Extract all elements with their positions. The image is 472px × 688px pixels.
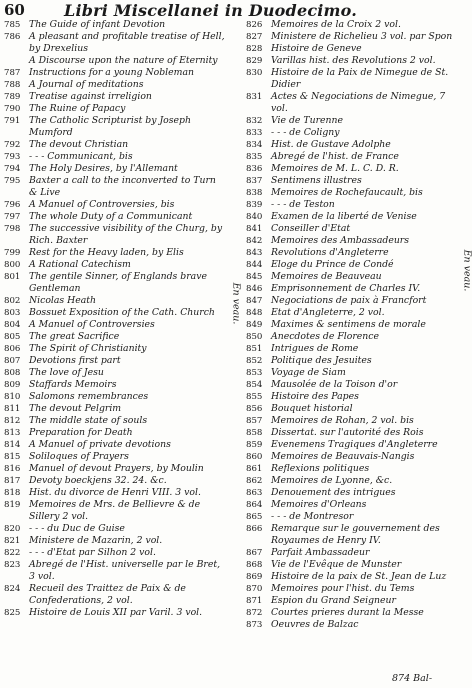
entry-number: 835 bbox=[246, 152, 263, 162]
catalog-entry bbox=[4, 403, 226, 415]
entry-number: 866 bbox=[246, 524, 263, 534]
entry-number: 795 bbox=[4, 176, 21, 186]
entry-title: Sentimens illustres bbox=[271, 175, 362, 186]
entry-title: A Manuel of private devotions bbox=[29, 439, 171, 450]
entry-title: Histoire des Papes bbox=[271, 391, 359, 402]
catalog-entry bbox=[246, 427, 454, 439]
entry-title: Ministere de Mazarin, 2 vol. bbox=[29, 535, 163, 546]
entry-number: 809 bbox=[4, 380, 21, 390]
catalog-entry bbox=[246, 67, 454, 91]
entry-title: Manuel of devout Prayers, by Moulin bbox=[29, 463, 204, 474]
catalog-entry bbox=[246, 223, 454, 235]
catalog-entry bbox=[246, 391, 454, 403]
entry-title: Memoires de la Croix 2 vol. bbox=[271, 19, 401, 30]
entry-number: 834 bbox=[246, 140, 263, 150]
catalog-entry bbox=[4, 583, 226, 607]
entry-title: Denouement des intrigues bbox=[271, 487, 396, 498]
entry-title: Rest for the Heavy laden, by Elis bbox=[29, 247, 184, 258]
entry-title: The whole Duty of a Communicant bbox=[29, 211, 193, 222]
catalog-entry bbox=[246, 331, 454, 343]
entry-title: Revolutions d'Angleterre bbox=[271, 247, 389, 258]
entry-number: 799 bbox=[4, 248, 21, 258]
entry-number: 790 bbox=[4, 104, 21, 114]
entry-number: 788 bbox=[4, 80, 21, 90]
entry-number: 796 bbox=[4, 200, 21, 210]
entry-number: 817 bbox=[4, 476, 21, 486]
entry-title: Histoire de Geneve bbox=[271, 43, 362, 54]
entry-title: Memoires pour l'hist. du Tems bbox=[271, 583, 415, 594]
catalog-entry bbox=[4, 223, 226, 247]
entry-title: Reflexions politiques bbox=[271, 463, 370, 474]
entry-number: 842 bbox=[246, 236, 263, 246]
entry-number: 791 bbox=[4, 116, 21, 126]
entry-title: - - - Communicant, bis bbox=[29, 151, 133, 162]
catalog-entry bbox=[246, 235, 454, 247]
entry-number: 787 bbox=[4, 68, 21, 78]
entry-title: The successive visibility of the Churg, by Rich. Baxter bbox=[29, 223, 223, 246]
entry-title: The middle state of souls bbox=[29, 415, 148, 426]
catalog-entry bbox=[246, 199, 454, 211]
catalog-entry bbox=[4, 547, 226, 559]
entry-number: 824 bbox=[4, 584, 21, 594]
entry-title: Ministere de Richelieu 3 vol. par Spon bbox=[271, 31, 453, 42]
entry-title: Memoires de Mrs. de Bellievre & de Sillery 2 vol. bbox=[29, 499, 201, 522]
entry-title: Instructions for a young Nobleman bbox=[29, 67, 194, 78]
catalog-entry bbox=[246, 379, 454, 391]
entry-number: 856 bbox=[246, 404, 263, 414]
catalog-entry bbox=[246, 187, 454, 199]
entry-title: The Spirit of Christianity bbox=[29, 343, 147, 354]
entry-title: Abregé de l'Hist. universelle par le Bret, 3 vol. bbox=[29, 559, 221, 582]
entry-number: 873 bbox=[246, 620, 263, 630]
entry-number: 864 bbox=[246, 500, 263, 510]
entry-number: 838 bbox=[246, 188, 263, 198]
catalog-entry bbox=[4, 67, 226, 79]
entry-number: 802 bbox=[4, 296, 21, 306]
entry-number: 812 bbox=[4, 416, 21, 426]
catalog-entry bbox=[246, 451, 454, 463]
entry-number: 818 bbox=[4, 488, 21, 498]
entry-title: - - - de Coligny bbox=[271, 127, 340, 138]
entry-title: A Rational Catechism bbox=[29, 259, 131, 270]
entry-number: 816 bbox=[4, 464, 21, 474]
entry-title: Evenemens Tragiques d'Angleterre bbox=[271, 439, 438, 450]
catalog-entry bbox=[4, 259, 226, 271]
catalog-entry bbox=[246, 523, 454, 547]
entry-number: 851 bbox=[246, 344, 263, 354]
catalog-entry bbox=[246, 307, 454, 319]
entry-title: Eloge du Prince de Condé bbox=[271, 259, 394, 270]
entry-number: 859 bbox=[246, 440, 263, 450]
catalog-entry bbox=[246, 175, 454, 187]
entry-number: 862 bbox=[246, 476, 263, 486]
entry-title: Maximes & sentimens de morale bbox=[271, 319, 426, 330]
entry-title: A Manuel of Controversies bbox=[29, 319, 155, 330]
entry-number: 813 bbox=[4, 428, 21, 438]
entry-title: Voyage de Siam bbox=[271, 367, 346, 378]
entry-number: 821 bbox=[4, 536, 21, 546]
entry-number: 854 bbox=[246, 380, 263, 390]
entry-title: Conseiller d'Etat bbox=[271, 223, 351, 234]
catalog-entry bbox=[4, 115, 226, 139]
catalog-entry bbox=[246, 247, 454, 259]
catalog-entry bbox=[246, 283, 454, 295]
catalog-entry bbox=[246, 487, 454, 499]
catalog-entry bbox=[4, 559, 226, 583]
entry-number: 863 bbox=[246, 488, 263, 498]
right-column bbox=[246, 19, 454, 631]
catalog-entry bbox=[4, 139, 226, 151]
entry-title: Examen de la liberté de Venise bbox=[271, 211, 417, 222]
entry-number: 786 bbox=[4, 32, 21, 42]
catalog-entry bbox=[246, 595, 454, 607]
catalog-entry bbox=[4, 31, 226, 55]
entry-number: 844 bbox=[246, 260, 263, 270]
entry-number: 839 bbox=[246, 200, 263, 210]
entry-number: 843 bbox=[246, 248, 263, 258]
catalog-entry bbox=[246, 271, 454, 283]
catalog-entry bbox=[246, 115, 454, 127]
entry-title: Oeuvres de Balzac bbox=[271, 619, 359, 630]
entry-number: 867 bbox=[246, 548, 263, 558]
entry-title: Recueil des Traittez de Paix & de Confederations, 2 vol. bbox=[29, 583, 186, 606]
entry-title: Varillas hist. des Revolutions 2 vol. bbox=[271, 55, 436, 66]
catalog-entry bbox=[246, 571, 454, 583]
entry-number: 822 bbox=[4, 548, 21, 558]
catalog-entry bbox=[246, 607, 454, 619]
catalog-entry bbox=[4, 211, 226, 223]
catalog-entry bbox=[246, 151, 454, 163]
page-header bbox=[4, 1, 466, 21]
entry-title: Salomons remembrances bbox=[29, 391, 149, 402]
entry-number: 840 bbox=[246, 212, 263, 222]
catalog-entry bbox=[4, 319, 226, 331]
catalog-entry bbox=[246, 19, 454, 31]
entry-number: 833 bbox=[246, 128, 263, 138]
left-column bbox=[4, 19, 226, 619]
entry-number: 847 bbox=[246, 296, 263, 306]
catalog-entry bbox=[246, 55, 454, 67]
catalog-entry bbox=[246, 475, 454, 487]
side-label-right: En veau. bbox=[461, 249, 472, 292]
entry-number: 820 bbox=[4, 524, 21, 534]
entry-title: Bouquet historial bbox=[271, 403, 353, 414]
entry-number: 800 bbox=[4, 260, 21, 270]
catalog-entry bbox=[4, 19, 226, 31]
entry-title: - - - de Teston bbox=[271, 199, 335, 210]
entry-number: 808 bbox=[4, 368, 21, 378]
entry-title: Emprisonnement de Charles IV. bbox=[271, 283, 421, 294]
catalog-entry bbox=[246, 91, 454, 115]
entry-title: The Holy Desires, by l'Allemant bbox=[29, 163, 178, 174]
catalog-entry bbox=[246, 139, 454, 151]
entry-title: The devout Christian bbox=[29, 139, 129, 150]
catalog-entry bbox=[246, 511, 454, 523]
catalog-entry bbox=[4, 247, 226, 259]
entry-title: Memoires de Rohan, 2 vol. bis bbox=[271, 415, 414, 426]
catalog-entry bbox=[246, 163, 454, 175]
entry-title: Baxter a call to the inconverted to Turn & Live bbox=[29, 175, 216, 198]
catalog-entry bbox=[246, 499, 454, 511]
entry-title: Anecdotes de Florence bbox=[271, 331, 379, 342]
entry-title: The Catholic Scripturist by Joseph Mumford bbox=[29, 115, 191, 138]
entry-number: 825 bbox=[4, 608, 21, 618]
entry-title: Memoires de Rochefaucault, bis bbox=[271, 187, 423, 198]
catalog-entry bbox=[4, 367, 226, 379]
entry-title: Histoire de la Paix de Nimegue de St. Didier bbox=[271, 67, 449, 90]
entry-number: 797 bbox=[4, 212, 21, 222]
catalog-entry bbox=[4, 523, 226, 535]
catalog-entry bbox=[4, 79, 226, 91]
catalog-entry bbox=[4, 427, 226, 439]
entry-number: 857 bbox=[246, 416, 263, 426]
catalog-entry bbox=[4, 379, 226, 391]
entry-title: Dissertat. sur l'autorité des Rois bbox=[271, 427, 424, 438]
entry-title: Devoty boeckjens 32. 24. &c. bbox=[29, 475, 167, 486]
catalog-entry bbox=[4, 55, 226, 67]
entry-number: 832 bbox=[246, 116, 263, 126]
entry-number: 798 bbox=[4, 224, 21, 234]
entry-number: 801 bbox=[4, 272, 21, 282]
entry-number: 853 bbox=[246, 368, 263, 378]
entry-number: 845 bbox=[246, 272, 263, 282]
entry-number: 828 bbox=[246, 44, 263, 54]
entry-number: 792 bbox=[4, 140, 21, 150]
catalog-entry bbox=[246, 211, 454, 223]
entry-number: 855 bbox=[246, 392, 263, 402]
entry-number: 868 bbox=[246, 560, 263, 570]
entry-title: Remarque sur le gouvernement des Royaumes de Henry IV. bbox=[271, 523, 440, 546]
entry-number: 806 bbox=[4, 344, 21, 354]
entry-title: Vie de l'Evêque de Munster bbox=[271, 559, 402, 570]
catalog-entry bbox=[4, 355, 226, 367]
entry-number: 850 bbox=[246, 332, 263, 342]
catalog-entry bbox=[4, 451, 226, 463]
page-number: 60 bbox=[4, 1, 25, 19]
entry-number: 848 bbox=[246, 308, 263, 318]
catalog-entry bbox=[4, 391, 226, 403]
entry-number: 852 bbox=[246, 356, 263, 366]
entry-title: Memoires de Beauvais-Nangis bbox=[271, 451, 415, 462]
entry-title: Memoires de Beauveau bbox=[271, 271, 382, 282]
entry-number: 865 bbox=[246, 512, 263, 522]
entry-number: 823 bbox=[4, 560, 21, 570]
entry-number: 858 bbox=[246, 428, 263, 438]
entry-number: 789 bbox=[4, 92, 21, 102]
entry-title: Soliloques of Prayers bbox=[29, 451, 129, 462]
entry-title: - - - de Montresor bbox=[271, 511, 354, 522]
catalog-entry bbox=[4, 499, 226, 523]
entry-title: Bossuet Exposition of the Cath. Church bbox=[29, 307, 215, 318]
entry-number: 829 bbox=[246, 56, 263, 66]
side-label-left: En veau. bbox=[230, 282, 242, 325]
catalog-entry bbox=[246, 343, 454, 355]
entry-title: Treatise against irreligion bbox=[29, 91, 152, 102]
entry-number: 871 bbox=[246, 596, 263, 606]
entry-title: Memoires d'Orleans bbox=[271, 499, 367, 510]
entry-title: Memoires des Ambassadeurs bbox=[271, 235, 410, 246]
entry-number: 807 bbox=[4, 356, 21, 366]
entry-number: 860 bbox=[246, 452, 263, 462]
catalog-entry bbox=[4, 295, 226, 307]
catalog-entry bbox=[246, 127, 454, 139]
entry-number: 837 bbox=[246, 176, 263, 186]
catalog-entry bbox=[4, 475, 226, 487]
entry-number: 811 bbox=[4, 404, 21, 414]
entry-title: Courtes prieres durant la Messe bbox=[271, 607, 424, 618]
catalog-entry bbox=[246, 31, 454, 43]
entry-number: 836 bbox=[246, 164, 263, 174]
entry-number: 841 bbox=[246, 224, 263, 234]
entry-title: Etat d'Angleterre, 2 vol. bbox=[271, 307, 385, 318]
catalog-entry bbox=[4, 415, 226, 427]
entry-title: Parfait Ambassadeur bbox=[271, 547, 370, 558]
entry-number: 870 bbox=[246, 584, 263, 594]
catalog-entry bbox=[4, 91, 226, 103]
entry-number: 830 bbox=[246, 68, 263, 78]
catalog-entry bbox=[246, 259, 454, 271]
entry-title: Abregé de l'hist. de France bbox=[271, 151, 399, 162]
entry-title: A Journal of meditations bbox=[29, 79, 144, 90]
catalog-entry bbox=[4, 163, 226, 175]
catalog-entry bbox=[4, 199, 226, 211]
entry-number: 810 bbox=[4, 392, 21, 402]
entry-number: 827 bbox=[246, 32, 263, 42]
entry-title: Hist. du divorce de Henri VIII. 3 vol. bbox=[29, 487, 201, 498]
entry-title: The love of Jesu bbox=[29, 367, 104, 378]
entry-number: 805 bbox=[4, 332, 21, 342]
entry-title: Hist. de Gustave Adolphe bbox=[271, 139, 391, 150]
entry-title: The devout Pelgrim bbox=[29, 403, 122, 414]
catalog-entry bbox=[246, 367, 454, 379]
catalog-entry bbox=[4, 151, 226, 163]
entry-number: 831 bbox=[246, 92, 263, 102]
entry-title: Staffards Memoirs bbox=[29, 379, 117, 390]
entry-title: The Ruine of Papacy bbox=[29, 103, 126, 114]
catalog-entry bbox=[246, 559, 454, 571]
entry-title: Histoire de Louis XII par Varil. 3 vol. bbox=[29, 607, 203, 618]
entry-number: 861 bbox=[246, 464, 263, 474]
catchword: 874 Bal- bbox=[392, 673, 433, 684]
entry-title: Negociations de paix à Francfort bbox=[271, 295, 427, 306]
entry-number: 794 bbox=[4, 164, 21, 174]
catalog-entry bbox=[4, 487, 226, 499]
entry-number: 803 bbox=[4, 308, 21, 318]
catalog-entry bbox=[4, 607, 226, 619]
catalog-entry bbox=[4, 103, 226, 115]
catalog-entry bbox=[4, 331, 226, 343]
entry-number: 869 bbox=[246, 572, 263, 582]
entry-title: Vie de Turenne bbox=[271, 115, 344, 126]
entry-title: A Discourse upon the nature of Eternity bbox=[29, 55, 218, 66]
catalog-entry bbox=[246, 547, 454, 559]
entry-title: Memoires de M. L. C. D. R. bbox=[271, 163, 399, 174]
entry-number: 804 bbox=[4, 320, 21, 330]
catalog-entry bbox=[4, 175, 226, 199]
catalog-entry bbox=[246, 583, 454, 595]
catalog-entry bbox=[4, 535, 226, 547]
entry-number: 815 bbox=[4, 452, 21, 462]
entry-number: 826 bbox=[246, 20, 263, 30]
catalog-entry bbox=[4, 439, 226, 451]
entry-title: The gentile Sinner, of Englands brave Gentleman bbox=[29, 271, 207, 294]
entry-number: 846 bbox=[246, 284, 263, 294]
entry-title: Histoire de la paix de St. Jean de Luz bbox=[271, 571, 447, 582]
catalog-entry bbox=[246, 439, 454, 451]
entry-number: 814 bbox=[4, 440, 21, 450]
catalog-entry bbox=[4, 343, 226, 355]
catalog-entry bbox=[246, 463, 454, 475]
catalog-entry bbox=[4, 463, 226, 475]
entry-title: A pleasant and profitable treatise of Hell, by Drexelius bbox=[29, 31, 225, 54]
entry-title: Actes & Negociations de Nimegue, 7 vol. bbox=[271, 91, 446, 114]
entry-title: - - - du Duc de Guise bbox=[29, 523, 125, 534]
entry-title: Intrigues de Rome bbox=[271, 343, 359, 354]
entry-title: The great Sacrifice bbox=[29, 331, 120, 342]
entry-title: The Guide of infant Devotion bbox=[29, 19, 166, 30]
entry-number: 793 bbox=[4, 152, 21, 162]
catalog-entry bbox=[246, 619, 454, 631]
entry-title: Memoires de Lyonne, &c. bbox=[271, 475, 393, 486]
catalog-entry bbox=[4, 271, 226, 295]
catalog-entry bbox=[246, 43, 454, 55]
catalog-entry bbox=[4, 307, 226, 319]
entry-title: Devotions first part bbox=[29, 355, 121, 366]
entry-title: - - - d'Etat par Silhon 2 vol. bbox=[29, 547, 156, 558]
entry-number: 785 bbox=[4, 20, 21, 30]
catalog-entry bbox=[246, 415, 454, 427]
page-title: Libri Miscellanei in Duodecimo. bbox=[64, 1, 358, 20]
entry-title: Nicolas Heath bbox=[29, 295, 97, 306]
entry-title: Preparation for Death bbox=[29, 427, 133, 438]
entry-title: Espion du Grand Seigneur bbox=[271, 595, 396, 606]
entry-number: 819 bbox=[4, 500, 21, 510]
entry-number: 872 bbox=[246, 608, 263, 618]
entry-title: Politique des Jesuites bbox=[271, 355, 372, 366]
entry-title: A Manuel of Controversies, bis bbox=[29, 199, 175, 210]
catalog-entry bbox=[246, 355, 454, 367]
entry-title: Mausolée de la Toison d'or bbox=[271, 379, 398, 390]
catalog-entry bbox=[246, 403, 454, 415]
catalog-entry bbox=[246, 295, 454, 307]
catalog-entry bbox=[246, 319, 454, 331]
entry-number: 849 bbox=[246, 320, 263, 330]
